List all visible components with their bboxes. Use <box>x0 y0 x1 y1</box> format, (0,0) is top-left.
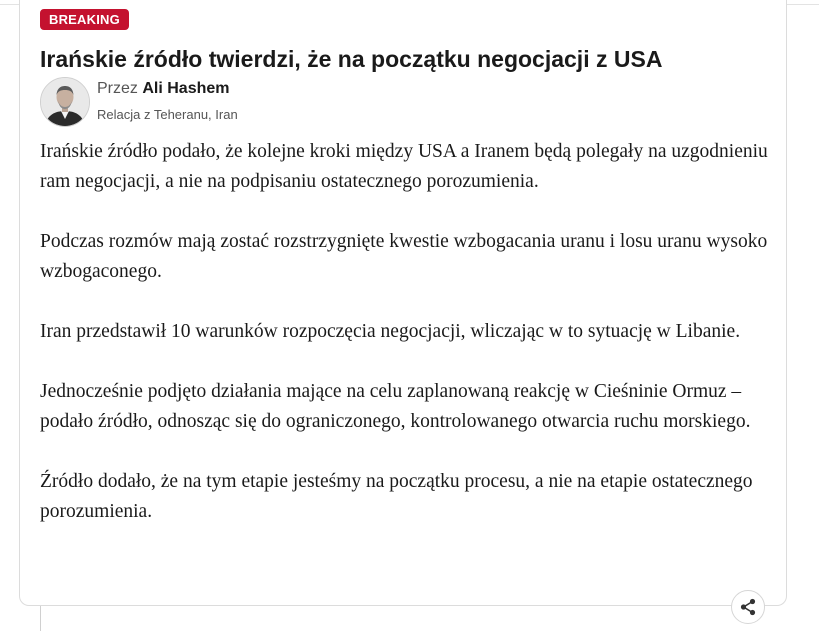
post-body <box>40 137 768 557</box>
post-paragraph: Irańskie źródło podało, że kolejne kroki między USA a Iranem będą polegały na uzgodnieniu ram negocjacji, a nie na podpisaniu ostatecznego porozumienia. <box>40 141 768 192</box>
byline <box>97 79 230 99</box>
breaking-badge: BREAKING <box>40 9 129 30</box>
post-paragraph: Źródło dodało, że na tym etapie jesteśmy na początku procesu, a nie na etapie ostatecznego porozumienia. <box>40 471 753 522</box>
post-paragraph: Jednocześnie podjęto działania mające na celu zaplanowaną reakcję w Cieśninie Ormuz – podało źródło, odnosząc się do ograniczonego, kontrolowanego otwarcia ruchu morskiego. <box>40 381 751 432</box>
byline-prefix: Przez <box>97 80 138 97</box>
avatar-portrait-icon <box>41 78 89 126</box>
report-location: Relacja z Teheranu, Iran <box>97 107 238 122</box>
share-icon <box>738 597 758 617</box>
share-button[interactable] <box>731 590 765 624</box>
timeline-connector <box>40 606 41 631</box>
post-paragraph: Iran przedstawił 10 warunków rozpoczęcia negocjacji, wliczając w to sytuację w Libanie. <box>40 321 741 342</box>
author-name[interactable]: Ali Hashem <box>142 80 230 97</box>
post-paragraph: Podczas rozmów mają zostać rozstrzygnięte kwestie wzbogacania uranu i losu uranu wysoko wzbogaconego. <box>40 231 768 282</box>
post-headline: Irańskie źródło twierdzi, że na początku negocjacji z USA <box>40 46 663 72</box>
author-avatar[interactable] <box>40 77 90 127</box>
